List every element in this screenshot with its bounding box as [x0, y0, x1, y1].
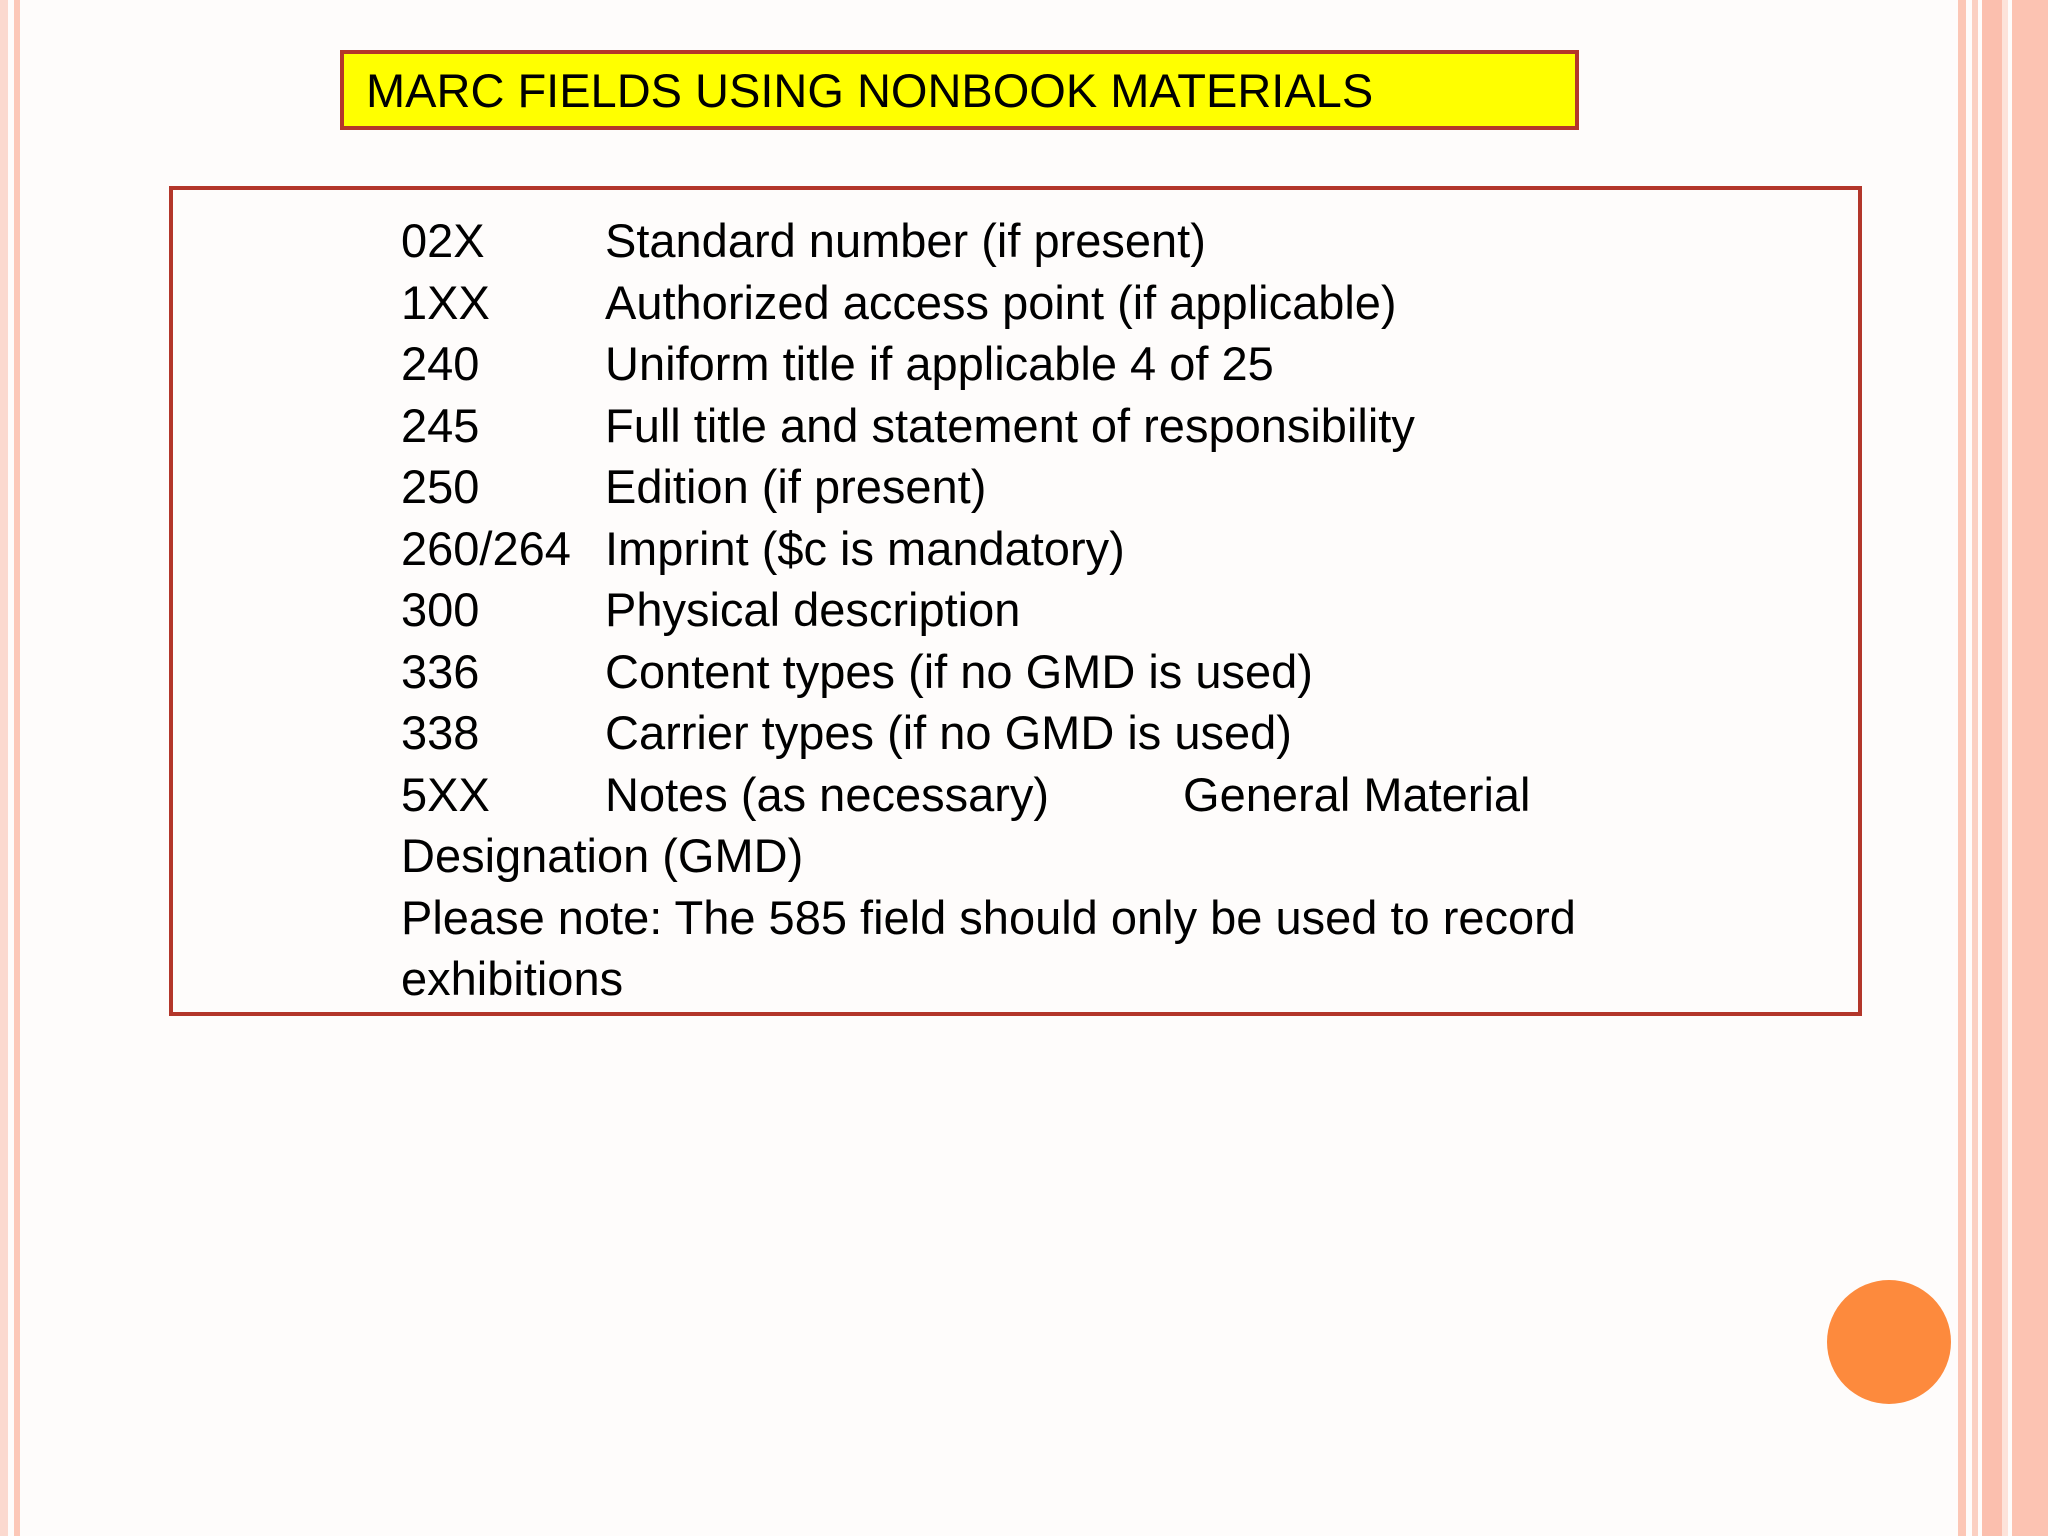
field-code: 338 — [401, 706, 480, 759]
right-stripe-2 — [1972, 0, 1978, 1536]
field-code: 5XX — [401, 767, 490, 821]
field-description: Imprint ($c is mandatory) — [605, 521, 1125, 575]
field-description: Edition (if present) — [605, 460, 987, 513]
field-row-338 — [401, 702, 1821, 764]
field-row-245 — [401, 395, 1821, 457]
field-row-1xx — [401, 272, 1821, 334]
left-stripe-inner — [14, 0, 20, 1536]
field-code: 245 — [401, 398, 480, 452]
fields-list — [401, 210, 1821, 1010]
note-line-2: exhibitions — [401, 952, 624, 1005]
field-code: 336 — [401, 644, 480, 698]
field-row-02x — [401, 210, 1821, 272]
field-description: Physical description — [605, 583, 1021, 636]
field-description: Uniform title if applicable 4 of 25 — [605, 337, 1274, 390]
slide-title: MARC FIELDS USING NONBOOK MATERIALS — [366, 63, 1374, 117]
fields-box — [169, 186, 1862, 1016]
field-aside-text: General Material — [1183, 767, 1531, 821]
field-row-300 — [401, 579, 1821, 641]
note-line-1: Please note: The 585 field should only be used to record — [401, 890, 1576, 944]
field-code: 250 — [401, 460, 480, 513]
orange-circle-decoration — [1827, 1280, 1951, 1404]
continuation-line: Designation (GMD) — [401, 829, 804, 882]
field-code: 02X — [401, 214, 485, 267]
field-code: 300 — [401, 583, 480, 636]
field-description: Content types (if no GMD is used) — [605, 644, 1313, 698]
field-row-250 — [401, 456, 1821, 518]
field-row-5xx — [401, 764, 1821, 826]
field-row-260-264 — [401, 518, 1821, 580]
field-description: Carrier types (if no GMD is used) — [605, 706, 1292, 759]
field-description: Standard number (if present) — [605, 214, 1206, 267]
slide-title-box — [340, 50, 1579, 130]
field-code: 260/264 — [401, 521, 571, 575]
right-stripe-3 — [1982, 0, 2002, 1536]
right-stripe-1 — [1958, 0, 1966, 1536]
field-code: 240 — [401, 337, 480, 390]
left-stripe-outer — [0, 0, 8, 1536]
field-row-240 — [401, 333, 1821, 395]
field-row-336 — [401, 641, 1821, 703]
field-description: Authorized access point (if applicable) — [605, 275, 1397, 329]
field-code: 1XX — [401, 275, 490, 329]
field-description: Full title and statement of responsibility — [605, 398, 1415, 452]
field-description: Notes (as necessary) — [605, 767, 1050, 821]
right-stripe-5 — [2012, 0, 2048, 1536]
right-stripe-4 — [2002, 0, 2008, 1536]
